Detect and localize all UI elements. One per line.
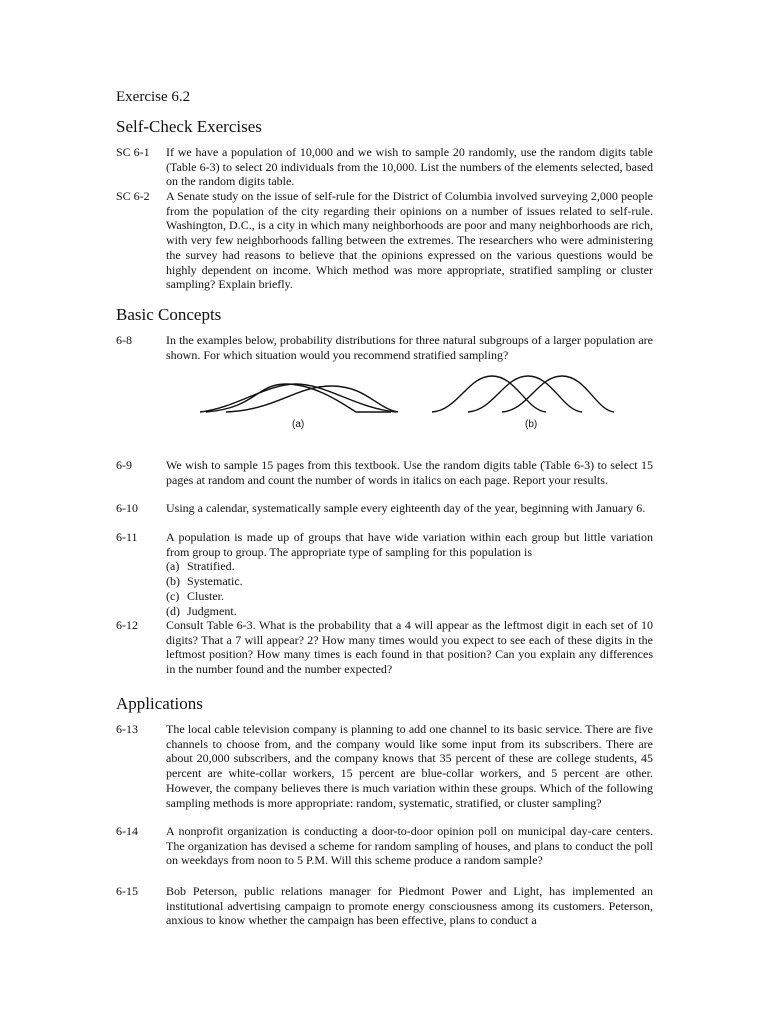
figure-label-a: (a)	[292, 419, 305, 430]
exercise-text: If we have a population of 10,000 and we wish to sample 20 randomly, use the random digits table (Table 6-3) to select 20 individuals from the 10,000. List the numbers of the elements selected, based on the random digits table.	[166, 145, 653, 189]
exercise-text: In the examples below, probability distributions for three natural subgroups of a larger population are shown. For which situation would you recommend stratified sampling?	[166, 333, 653, 362]
exercise-number: 6-14	[116, 824, 138, 838]
exercise-text: Consult Table 6-3. What is the probability that a 4 will appear as the leftmost digit in each set of 10 digits? That a 7 will appear? 2? How many times would you expect to see each of these digits in the leftmost position? How many times is each found in that position? Can you explain any differences in the number found and the number expected?	[166, 618, 653, 677]
option-text: Judgment.	[187, 603, 237, 618]
option-letter: (d)	[166, 603, 180, 618]
exercise-number: 6-9	[116, 458, 132, 472]
exercise-text: We wish to sample 15 pages from this textbook. Use the random digits table (Table 6-3) to select 15 pages at random and count the number of words in italics on each page. Report your results.	[166, 458, 653, 487]
option-item	[166, 604, 653, 619]
option-text: Stratified.	[187, 559, 235, 574]
option-item	[166, 589, 653, 604]
exercise-text: A Senate study on the issue of self-rule for the District of Columbia involved surveying 2,000 people from the population of the city regarding their opinions on a number of issues related to self-rule. Washington, D.C., is a city in which many neighborhoods are poor and many neighborhoods are rich, with very few neighborhoods falling between the extremes. The researchers who were administering the survey had reasons to believe that the opinions expressed on the various questions would be highly dependent on income. Which method was more appropriate, stratified sampling or cluster sampling? Explain briefly.	[166, 189, 653, 292]
distribution-figure	[196, 372, 616, 434]
section-heading-self-check: Self-Check Exercises	[116, 117, 262, 136]
exercise-number: 6-15	[116, 884, 138, 898]
exercise-text: A population is made up of groups that have wide variation within each group but little variation from group to group. The appropriate type of sampling for this population is	[166, 530, 653, 559]
exercise-number: 6-13	[116, 722, 138, 736]
curve-a-2	[206, 384, 391, 412]
section-heading-applications: Applications	[116, 694, 203, 713]
curve-b-1	[432, 376, 546, 412]
figure-label-b: (b)	[525, 419, 538, 430]
exercise-number: 6-12	[116, 618, 138, 632]
option-text: Cluster.	[187, 588, 225, 603]
option-item	[166, 559, 653, 574]
exercise-title: Exercise 6.2	[116, 89, 191, 105]
option-letter: (a)	[166, 559, 180, 574]
option-list	[166, 559, 653, 618]
section-heading-basic-concepts: Basic Concepts	[116, 305, 222, 324]
exercise-number: SC 6-1	[116, 145, 150, 159]
exercise-text: The local cable television company is planning to add one channel to its basic service. There are five channels to choose from, and the company would like some input from its subscribers. There are about 20,000 subscribers, and the company knows that 35 percent of these are college students, 45 percent are white-collar workers, 15 percent are blue-collar workers, and 5 percent are other. However, the company believes there is much variation within these groups. Which of the following sampling methods is more appropriate: random, systematic, stratified, or cluster sampling?	[166, 722, 653, 810]
option-item	[166, 574, 653, 589]
exercise-text: Bob Peterson, public relations manager for Piedmont Power and Light, has implemented an institutional advertising campaign to promote energy consciousness among its customers. Peterson, anxious to know whether the campaign has been effective, plans to conduct a	[166, 884, 653, 928]
exercise-number: 6-8	[116, 333, 132, 347]
curve-a-3	[226, 386, 398, 412]
exercise-text: A nonprofit organization is conducting a door-to-door opinion poll on municipal day-care centers. The organization has devised a scheme for random sampling of houses, and plans to conduct the poll on weekdays from noon to 5 P.M. Will this scheme produce a random sample?	[166, 824, 653, 868]
option-letter: (c)	[166, 588, 180, 603]
option-letter: (b)	[166, 574, 180, 589]
distribution-curves	[196, 372, 616, 417]
exercise-number: SC 6-2	[116, 189, 150, 203]
exercise-number: 6-11	[116, 530, 138, 544]
exercise-body	[166, 530, 653, 618]
curve-b-2	[468, 376, 582, 412]
exercise-text: Using a calendar, systematically sample every eighteenth day of the year, beginning with January 6.	[166, 501, 646, 515]
option-text: Systematic.	[187, 574, 243, 589]
exercise-number: 6-10	[116, 501, 138, 515]
